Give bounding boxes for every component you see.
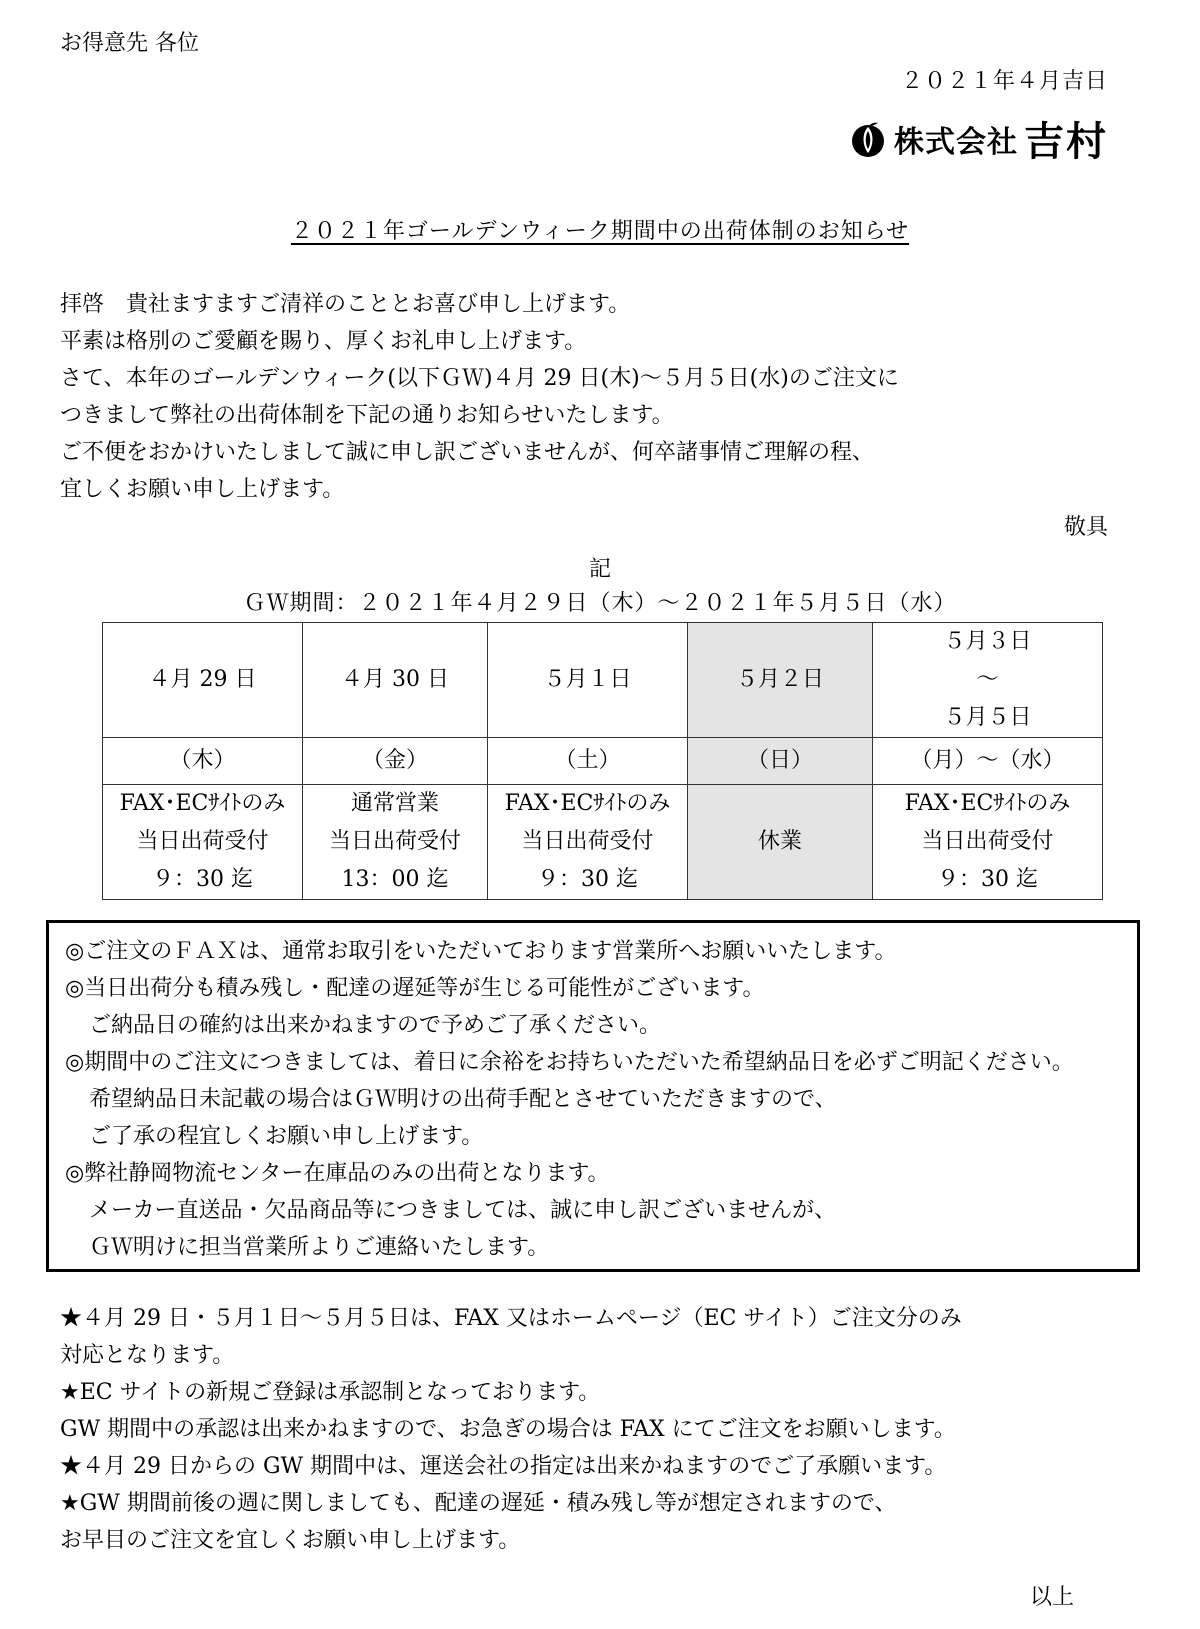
weekday-cell: （土） [488,738,688,785]
status-cell [873,785,1103,900]
recipient-line: お得意先 各位 [60,31,199,56]
date-text: ５月１日 [543,667,632,692]
date-cell [873,623,1103,738]
status-text: ９：30 迄 [937,867,1038,892]
company-prefix: 株式会社 [894,124,1018,160]
company-name: 吉村 [1024,119,1108,165]
note-line: ◎当日出荷分も積み残し・配達の遅延等が生じる可能性がございます。 [65,976,765,1001]
issue-date: ２０２１年４月吉日 [900,69,1108,94]
note-line: ご了承の程宜しくお願い申し上げます。 [89,1124,484,1149]
gw-period: ＧＷ期間：２０２１年４月２９日（木）～２０２１年５月５日（水） [243,591,957,616]
closing-keigu: 敬具 [1063,515,1108,540]
date-cell [488,623,688,738]
date-text: ４月 30 日 [341,667,449,692]
note-line: ご納品日の確約は出来かねますので予めご了承ください。 [89,1013,662,1038]
date-text: ４月 29 日 [148,667,257,692]
status-cell [303,785,488,900]
footer-line: ★４月 29 日・５月１日～５月５日は、FAX 又はホームページ（EC サイト）ご注文分のみ [60,1306,962,1331]
note-line: ◎弊社静岡物流センター在庫品のみの出荷となります。 [65,1161,610,1186]
closing-ijo: 以上 [1029,1585,1074,1610]
body-line: さて、本年のゴールデンウィーク(以下ＧＷ)４月 29 日(木)～５月５日(水)のご注文に [60,366,899,391]
date-text: ５月２日 [735,667,824,692]
footer-line: ★４月 29 日からの GW 期間中は、運送会社の指定は出来かねますのでご了承願います。 [60,1454,947,1479]
date-cell [103,623,303,738]
date-cell [688,623,873,738]
body-line: 拝啓 貴社ますますご清祥のこととお喜び申し上げます。 [60,292,631,317]
status-text: 当日出荷受付 [328,829,461,854]
status-text: 休業 [757,829,802,854]
status-text: FAX･ECｻｲﾄのみ [119,791,286,816]
footer-line: ★GW 期間前後の週に関しましても、配達の遅延・積み残し等が想定されますので、 [60,1491,897,1516]
date-range-mark: ～ [976,667,999,692]
status-text: 当日出荷受付 [921,829,1054,854]
notice-title-text: ２０２１年ゴールデンウィーク期間中の出荷体制のお知らせ [290,219,910,244]
body-line: 平素は格別のご愛顧を賜り、厚くお礼申し上げます。 [60,329,587,354]
ki-heading: 記 [588,557,611,582]
table-row-status [103,785,1103,900]
body-line: 宜しくお願い申し上げます。 [60,477,345,502]
table-row-dates [103,623,1103,738]
note-line: ＧＷ明けに担当営業所よりご連絡いたします。 [89,1235,550,1260]
weekday-cell: （木） [103,738,303,785]
body-line: つきまして弊社の出荷体制を下記の通りお知らせいたします。 [60,403,674,428]
date-text: ５月５日 [943,705,1032,730]
footer-line: お早目のご注文を宜しくお願い申し上げます。 [60,1528,521,1553]
weekday-cell: （月）～（水） [873,738,1103,785]
footer-line: 対応となります。 [60,1343,235,1368]
status-cell [103,785,303,900]
status-text: FAX･ECｻｲﾄのみ [904,791,1071,816]
footer-line: GW 期間中の承認は出来かねますので、お急ぎの場合は FAX にてご注文をお願いします。 [60,1417,956,1442]
weekday-cell: （日） [688,738,873,785]
shipping-schedule-table [102,622,1103,900]
note-line: メーカー直送品・欠品商品等につきましては、誠に申し訳ございませんが、 [89,1198,837,1223]
footer-line: ★EC サイトの新規ご登録は承認制となっております。 [60,1380,601,1405]
notes-box [46,920,1140,1272]
company-header [848,110,1108,167]
date-cell [303,623,488,738]
note-line: 希望納品日未記載の場合はＧＷ明けの出荷手配とさせていただきますので、 [89,1087,837,1112]
letter-body [60,286,899,508]
status-text: 当日出荷受付 [521,829,654,854]
status-text: 13：00 迄 [341,867,449,892]
status-cell [488,785,688,900]
status-cell [688,785,873,900]
status-text: FAX･ECｻｲﾄのみ [504,791,671,816]
status-text: 通常営業 [350,791,439,816]
company-logo-icon [848,119,888,159]
body-line: ご不便をおかけいたしまして誠に申し訳ございませんが、何卒諸事情ご理解の程、 [60,440,875,465]
note-line: ◎ご注文のＦＡＸは、通常お取引をいただいております営業所へお願いいたします。 [65,939,897,964]
notice-title [0,214,1200,245]
note-line: ◎期間中のご注文につきましては、着日に余裕をお持ちいただいた希望納品日を必ずご明記ください。 [65,1050,1074,1075]
footer-notes [60,1300,962,1559]
weekday-cell: （金） [303,738,488,785]
status-text: ９：30 迄 [152,867,253,892]
status-text: ９：30 迄 [537,867,638,892]
date-text: ５月３日 [943,629,1032,654]
table-row-weekdays [103,738,1103,785]
status-text: 当日出荷受付 [136,829,269,854]
